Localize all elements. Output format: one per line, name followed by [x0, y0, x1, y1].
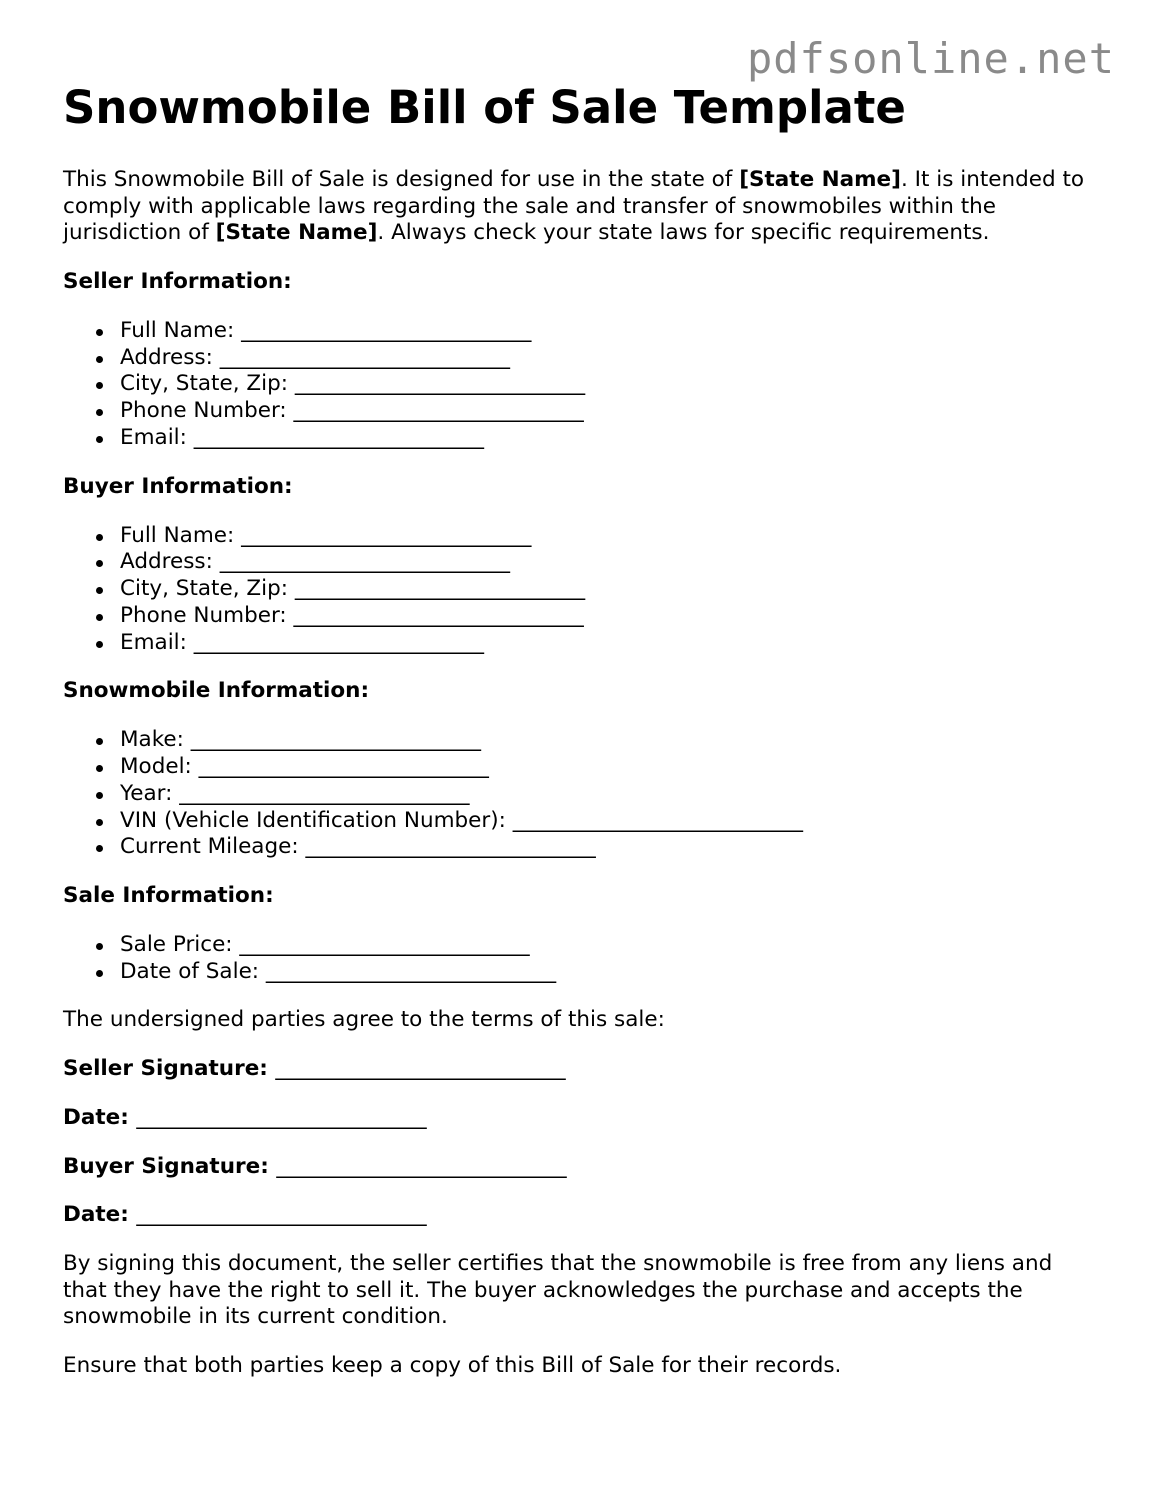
buyer-date-blank[interactable]: ___________________________ [136, 1202, 427, 1228]
intro-text-2: . It is intended to comply with applicable laws regarding the sale and transfer of snowmobiles within the jurisdiction of [63, 167, 1085, 246]
buyer-date-line[interactable] [63, 1202, 1093, 1229]
buyer-info-heading: Buyer Information: [63, 473, 293, 499]
document-page [63, 78, 1093, 1380]
seller-signature-label: Seller Signature: [63, 1056, 268, 1082]
seller-info-list [63, 318, 1093, 452]
sale-price-field[interactable]: Sale Price: ___________________________ [120, 932, 1093, 959]
seller-date-blank[interactable]: ___________________________ [136, 1104, 427, 1130]
seller-full-name-field[interactable]: Full Name: ___________________________ [120, 318, 1093, 345]
intro-text-1: This Snowmobile Bill of Sale is designed for use in the state of [63, 167, 740, 192]
watermark: pdfsonline.net [746, 34, 1115, 83]
buyer-signature-blank[interactable]: ___________________________ [276, 1153, 567, 1179]
sale-info-list [63, 932, 1093, 986]
seller-city-state-zip-field[interactable]: City, State, Zip: ___________________________ [120, 371, 1093, 398]
buyer-email-field[interactable]: Email: ___________________________ [120, 630, 1093, 657]
agreement-text: The undersigned parties agree to the terms of this sale: [63, 1007, 665, 1033]
snowmobile-info-list [63, 727, 1093, 861]
seller-phone-field[interactable]: Phone Number: ___________________________ [120, 398, 1093, 425]
vin-field[interactable]: VIN (Vehicle Identification Number): ___________________________ [120, 808, 1093, 835]
seller-signature-blank[interactable]: ___________________________ [275, 1056, 566, 1082]
intro-paragraph [63, 167, 1093, 247]
sale-date-field[interactable]: Date of Sale: ___________________________ [120, 959, 1093, 986]
make-field[interactable]: Make: ___________________________ [120, 727, 1093, 754]
seller-address-field[interactable]: Address: ___________________________ [120, 345, 1093, 372]
buyer-signature-line[interactable] [63, 1154, 1093, 1181]
state-name-placeholder-2: [State Name] [215, 220, 378, 246]
snowmobile-info-heading: Snowmobile Information: [63, 678, 370, 704]
buyer-info-list [63, 523, 1093, 657]
buyer-date-label: Date: [63, 1202, 129, 1228]
seller-info-heading: Seller Information: [63, 269, 292, 295]
seller-signature-line[interactable] [63, 1056, 1093, 1083]
buyer-city-state-zip-field[interactable]: City, State, Zip: ___________________________ [120, 576, 1093, 603]
certification-paragraph: By signing this document, the seller certifies that the snowmobile is free from any liens and that they have the right to sell it. The buyer acknowledges the purchase and accepts the snowmobile in its current condition. [63, 1250, 1053, 1330]
closing-note: Ensure that both parties keep a copy of this Bill of Sale for their records. [63, 1353, 842, 1379]
seller-date-line[interactable] [63, 1105, 1093, 1132]
buyer-full-name-field[interactable]: Full Name: ___________________________ [120, 523, 1093, 550]
mileage-field[interactable]: Current Mileage: ___________________________ [120, 834, 1093, 861]
sale-info-heading: Sale Information: [63, 883, 274, 909]
model-field[interactable]: Model: ___________________________ [120, 754, 1093, 781]
buyer-signature-label: Buyer Signature: [63, 1153, 269, 1179]
buyer-phone-field[interactable]: Phone Number: ___________________________ [120, 603, 1093, 630]
buyer-address-field[interactable]: Address: ___________________________ [120, 549, 1093, 576]
intro-text-3: . Always check your state laws for specific requirements. [377, 220, 990, 246]
seller-date-label: Date: [63, 1104, 129, 1130]
year-field[interactable]: Year: ___________________________ [120, 781, 1093, 808]
state-name-placeholder-1: [State Name] [739, 167, 901, 192]
page-title: Snowmobile Bill of Sale Template [63, 81, 906, 134]
seller-email-field[interactable]: Email: ___________________________ [120, 425, 1093, 452]
